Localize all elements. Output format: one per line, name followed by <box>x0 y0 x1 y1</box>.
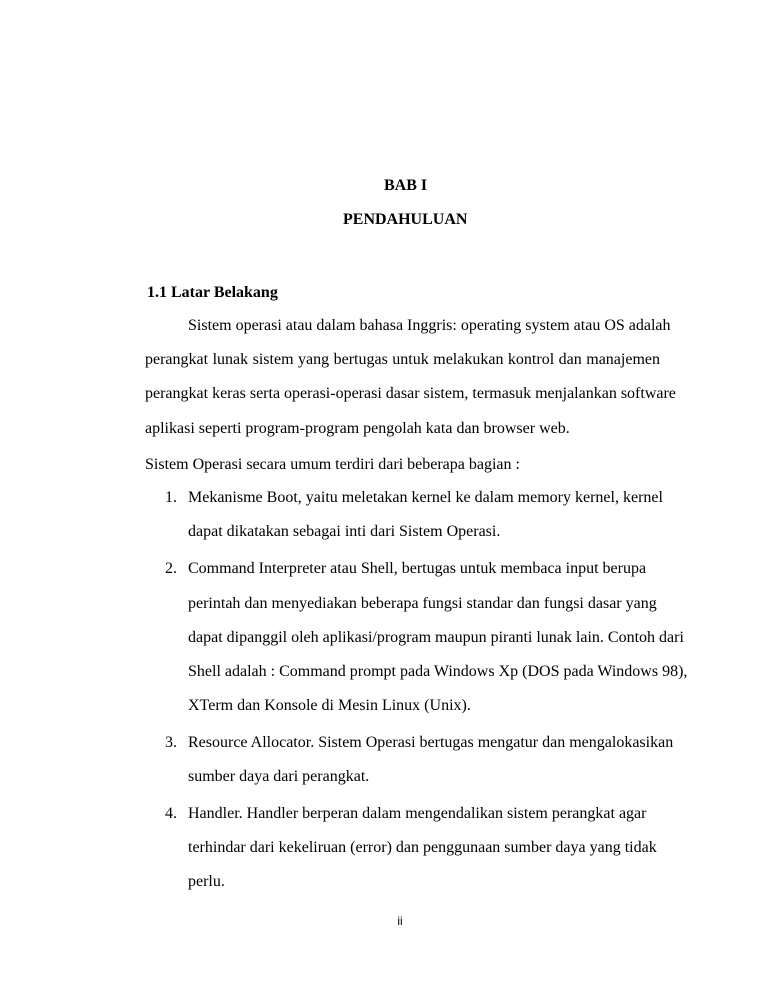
list-item-line: perintah dan menyediakan beberapa fungsi standar dan fungsi dasar yang <box>188 595 657 612</box>
list-item-line: Mekanisme Boot, yaitu meletakan kernel ke dalam memory kernel, kernel <box>188 489 663 506</box>
list-item-line: XTerm dan Konsole di Mesin Linux (Unix). <box>188 697 471 714</box>
paragraph-line: aplikasi seperti program-program pengolah kata dan browser web. <box>145 420 570 437</box>
page-number: ii <box>397 914 403 928</box>
paragraph-line: perangkat lunak sistem yang bertugas untuk melakukan kontrol dan manajemen <box>145 351 660 368</box>
list-item-line: Command Interpreter atau Shell, bertugas untuk membaca input berupa <box>188 560 647 577</box>
list-item-line: terhindar dari kekeliruan (error) dan penggunaan sumber daya yang tidak <box>188 839 657 856</box>
list-item-number: 2. <box>165 560 177 577</box>
paragraph-line: perangkat keras serta operasi-operasi dasar sistem, termasuk menjalankan software <box>145 385 676 402</box>
list-item-number: 1. <box>165 489 177 506</box>
chapter-title: PENDAHULUAN <box>343 211 468 228</box>
list-item-line: sumber daya dari perangkat. <box>188 768 370 785</box>
section-heading: 1.1 Latar Belakang <box>147 284 278 301</box>
list-item-line: dapat dikatakan sebagai inti dari Sistem Operasi. <box>188 523 501 540</box>
list-item-line: Shell adalah : Command prompt pada Windows Xp (DOS pada Windows 98), <box>188 663 688 680</box>
chapter-label: BAB I <box>384 177 428 194</box>
paragraph-line: Sistem operasi atau dalam bahasa Inggris: operating system atau OS adalah <box>188 317 671 334</box>
list-item-number: 4. <box>165 805 177 822</box>
list-item-line: Handler. Handler berperan dalam mengendalikan sistem perangkat agar <box>188 805 647 822</box>
list-item-line: Resource Allocator. Sistem Operasi bertugas mengatur dan mengalokasikan <box>188 734 674 751</box>
list-intro: Sistem Operasi secara umum terdiri dari beberapa bagian : <box>145 456 520 473</box>
list-item-number: 3. <box>165 734 177 751</box>
list-item-line: perlu. <box>188 873 225 890</box>
list-item-line: dapat dipanggil oleh aplikasi/program maupun piranti lunak lain. Contoh dari <box>188 629 684 646</box>
